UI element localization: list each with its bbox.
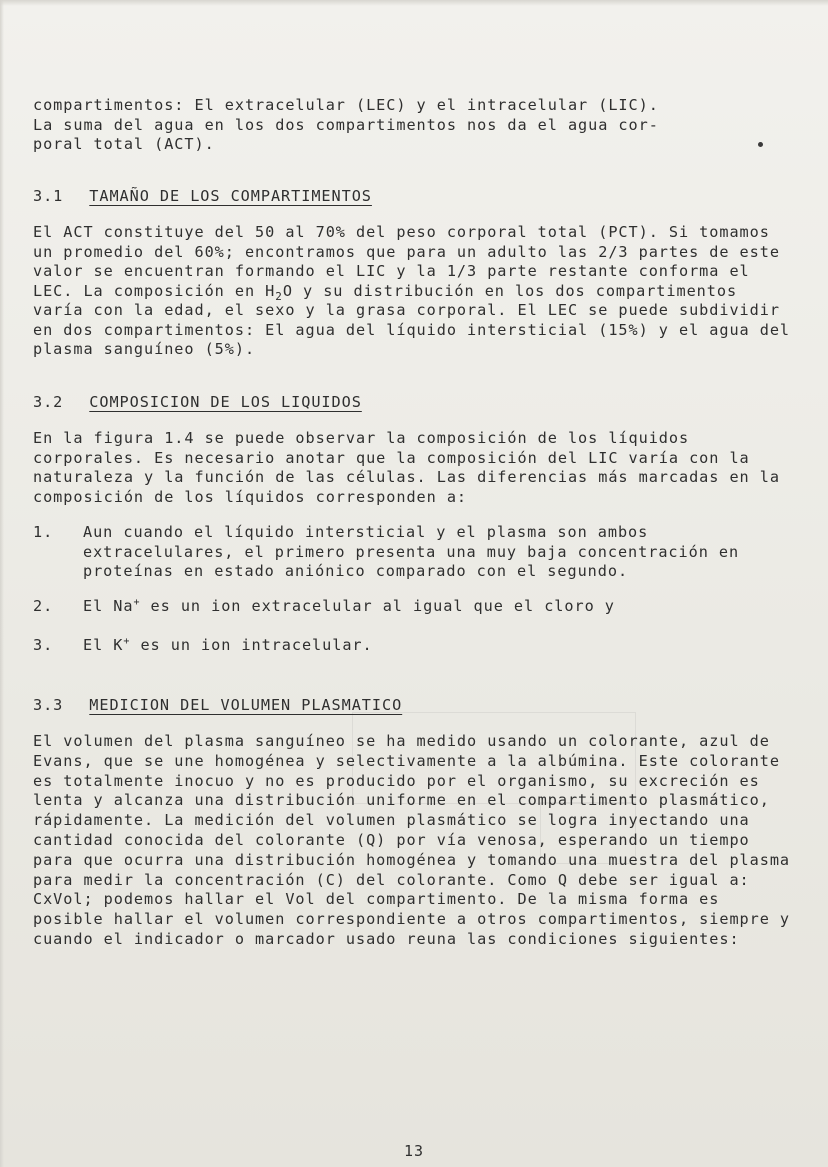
list-item [33,523,793,582]
text-segment: es un ion extracelular al igual que el cloro y [140,596,615,615]
superscript: + [123,635,131,647]
section-title: MEDICION DEL VOLUMEN PLASMATICO [89,695,403,714]
paragraph-text: O y su distribución en los dos compartimentos varía con la edad, el sexo y la grasa corporal. El LEC se puede subdividir en dos compartimentos: El agua del líquido intersticial (15%) y el agua del plasma sanguíneo (5%). [33,281,791,358]
superscript: + [133,596,141,608]
section-number: 3.1 [33,186,64,205]
section-title: COMPOSICION DE LOS LIQUIDOS [89,392,362,411]
list-number: 2. [33,596,54,615]
page-edge-shadow-left [0,0,4,1167]
intro-line: La suma del agua en los dos compartimentos nos da el agua cor- [33,115,659,134]
intro-line: compartimentos: El extracelular (LEC) y el intracelular (LIC). [33,96,659,114]
paragraph-text: El ACT constituye del 50 al 70% del peso corporal total (PCT). Si tomamos un promedio del 60%; encontramos que para un adulto las 2/3 partes de este valor se encuentran formando el LIC y la 1/3 parte restante conforma el LEC. La composición en H [33,223,780,300]
section-number: 3.3 [33,695,64,714]
list-text [83,597,793,617]
list-number: 1. [33,523,54,541]
section-heading-3-1 [33,187,793,207]
section-3-3-paragraph: El volumen del plasma sanguíneo se ha medido usando un colorante, azul de Evans, que se une homogénea y selectivamente a la albúmina. Este colorante es totalmente inocuo y no es producido por el organismo, su excreción es lenta y alcanza una distribución uniforme en el compartimento plasmático, rápidamente. La medición del volumen plasmático se logra inyectando una cantidad conocida del colorante (Q) por vía venosa, esperando un tiempo para que ocurra una distribución homogénea y tomando una muestra del plasma para medir la concentración (C) del colorante. Como Q debe ser igual a: CxVol; podemos hallar el Vol del compartimento. De la misma forma es posible hallar el volumen correspondiente a otros compartimentos, siempre y cuando el indicador o marcador usado reuna las condiciones siguientes: [33,732,791,948]
body-text [33,96,793,950]
intro-paragraph [33,96,793,155]
numbered-list [33,523,793,656]
section-3-1-paragraph [33,223,793,360]
list-text [83,636,793,656]
subscript: 2 [275,289,283,303]
page-number: 13 [403,1142,425,1160]
section-heading-3-3 [33,696,793,716]
intro-line: poral total (ACT). [33,135,215,153]
page-edge-shadow-top [0,0,828,6]
section-title: TAMAÑO DE LOS COMPARTIMENTOS [89,186,372,205]
section-number: 3.2 [33,392,64,411]
list-item [33,597,793,617]
section-heading-3-2 [33,393,793,413]
list-text: Aun cuando el líquido intersticial y el plasma son ambos extracelulares, el primero presenta una muy baja concentración en proteínas en estado aniónico comparado con el segundo. [83,523,740,580]
text-segment: es un ion intracelular. [130,636,373,654]
list-number: 3. [33,636,54,654]
text-segment: El K [83,636,124,654]
list-item [33,636,793,656]
text-segment: El Na [83,596,134,615]
section-3-2-paragraph: En la figura 1.4 se puede observar la composición de los líquidos corporales. Es necesario anotar que la composición del LIC varía con la naturaleza y la función de las células. Las diferencias más marcadas en la composición de los líquidos corresponden a: [33,429,780,506]
